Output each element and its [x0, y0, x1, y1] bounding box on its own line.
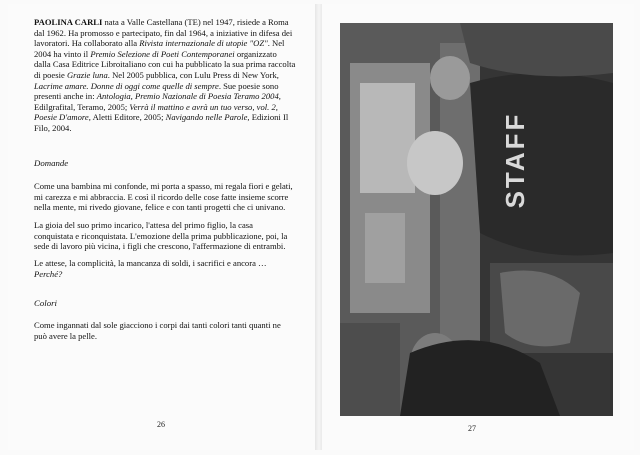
bio-italic: Lacrime amare. Donne di oggi come quelle di sempre — [34, 80, 219, 91]
bio-line: , Edizioni Il — [247, 112, 289, 123]
bio-line: Edilgrafital, Teramo, 2005; — [34, 101, 130, 112]
paragraph-line: può avere la pelle. — [34, 330, 97, 341]
bio-italic: Verrà il mattino e avrà un tuo verso, vol. 2, — [129, 101, 278, 112]
bio-line: nata a Valle Castellana (TE) nel 1947, risiede a Roma — [102, 17, 289, 27]
paragraph-line: Come ingannati dal sole giacciono i corpi dai tanti colori tanti quanti ne — [34, 320, 281, 330]
bio-line: dal 1962. Ha promosso e partecipato, fin dal 1964, a iniziative in difesa dei — [34, 27, 293, 38]
bio-italic: Poesie D'amore — [34, 112, 89, 123]
staff-text: STAFF — [500, 111, 530, 209]
staff-photo — [340, 23, 613, 416]
bio-line: , — [278, 91, 281, 102]
bio-line: . Nel — [267, 38, 285, 49]
bio-line: 2004 ha vinto il — [34, 48, 91, 59]
paragraph-3 — [34, 258, 304, 279]
bio-line: dalla Casa Editrice Libroitaliano con cui ha pubblicato la sua prima raccolta — [34, 59, 296, 70]
author-name: PAOLINA CARLI — [34, 17, 103, 27]
bio-line: . Nel 2005 pubblica, con Lulu Press di New York, — [107, 69, 279, 80]
bio-line: lavoratori. Ha collaborato alla — [34, 38, 140, 49]
paragraph-italic: Perché? — [34, 268, 63, 279]
bio-line: . Sue poesie sono — [218, 80, 279, 91]
bio-line: Filo, 2004. — [34, 122, 72, 133]
paragraph-line: Le attese, la complicità, la mancanza di soldi, i sacrifici e ancora … — [34, 258, 267, 268]
paragraph-line: La gioia del suo primo incarico, l'attesa del primo figlio, la casa — [34, 220, 253, 230]
author-bio — [34, 17, 302, 134]
paragraph-4 — [34, 320, 304, 341]
paragraph-line: mi carezza e mi abbraccia. E così il ricordo delle cose fatte insieme scorre — [34, 191, 289, 202]
bio-line: di poesie — [34, 69, 67, 80]
bio-italic: Antologia, Premio Nazionale di Poesia Teramo 2004 — [96, 91, 279, 102]
paragraph-line: sede di lavoro più vicina, i figli che crescono, l'affermazione di entrambi. — [34, 241, 286, 252]
paragraph-2 — [34, 220, 304, 252]
paragraph-1 — [34, 181, 304, 213]
bio-line: presenti anche in: — [34, 91, 97, 102]
bio-italic: Navigando nelle Parole — [165, 112, 248, 123]
paragraph-line: nella mente, mi rivedo giovane, felice e con tanti progetti che ci univano. — [34, 202, 286, 213]
bio-line: , Aletti Editore, 2005; — [88, 112, 166, 123]
bio-italic: Premio Selezione di Poeti Contemporanei — [90, 48, 235, 59]
paragraph-line: Come una bambina mi confonde, mi porta a spasso, mi regala fiori e gelati, — [34, 181, 293, 191]
page-number-right: 27 — [468, 424, 476, 433]
bio-italic: Rivista internazionale di utopie "OZ" — [139, 38, 268, 49]
bio-italic: Grazie luna — [66, 69, 108, 80]
bio-line: organizzato — [234, 48, 277, 59]
section-title-domande: Domande — [34, 158, 69, 168]
page-number-left: 26 — [157, 420, 165, 429]
paragraph-line: conquistata e riconquistata. L'emozione della prima pubblicazione, poi, la — [34, 230, 288, 241]
section-title-colori: Colori — [34, 298, 57, 308]
